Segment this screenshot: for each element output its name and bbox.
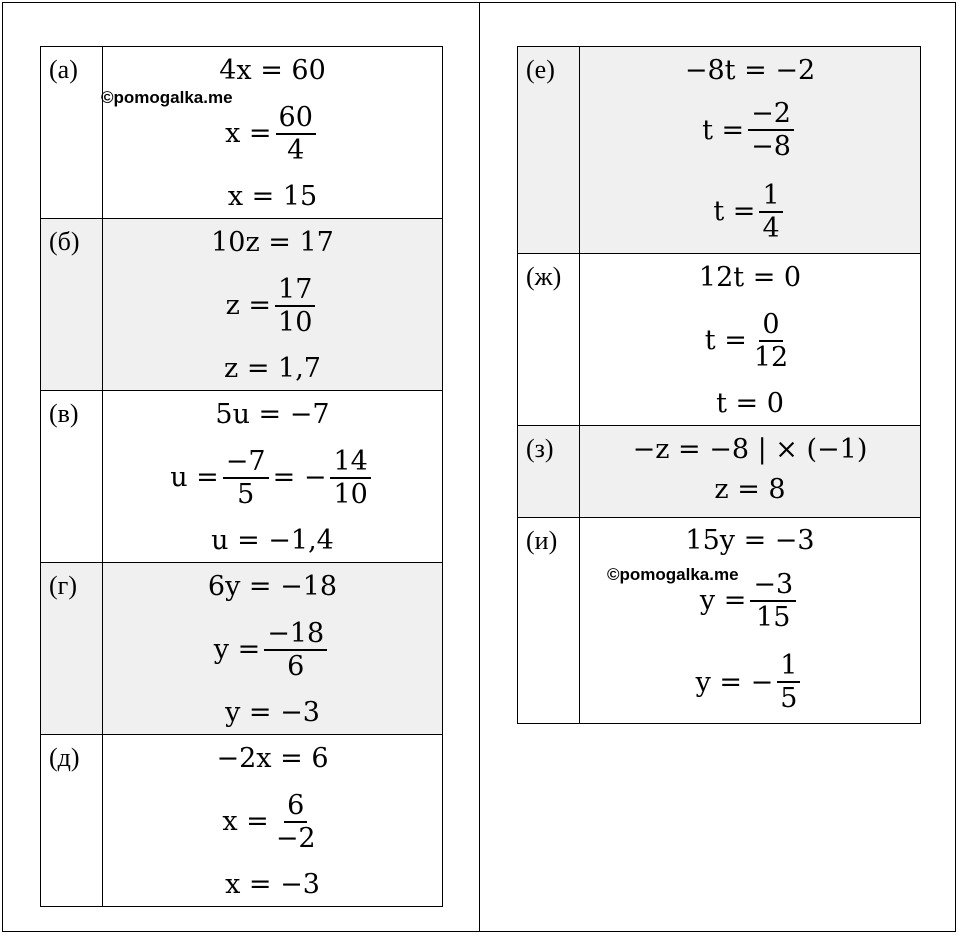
solution-row bbox=[41, 219, 442, 391]
equation-lhs: u = bbox=[170, 462, 219, 494]
fraction-numerator: −7 bbox=[223, 446, 269, 479]
equation-line: x = 15 bbox=[227, 181, 318, 213]
equation-line: 4x = 60 bbox=[219, 55, 326, 87]
problem-label: (г) bbox=[41, 563, 103, 734]
column-divider bbox=[479, 2, 480, 932]
equation-line bbox=[225, 91, 320, 177]
problem-label: (б) bbox=[41, 219, 103, 390]
watermark: ©pomogalka.me bbox=[607, 565, 739, 584]
equation-line bbox=[226, 263, 320, 349]
equation-line: z = 1,7 bbox=[224, 353, 321, 385]
equation-line bbox=[214, 607, 331, 693]
fraction-numerator: −2 bbox=[748, 98, 794, 131]
equation-line: 5u = −7 bbox=[215, 399, 330, 431]
fraction bbox=[777, 650, 800, 714]
equation-line: t = 0 bbox=[716, 388, 784, 420]
solution-steps bbox=[103, 563, 442, 734]
fraction bbox=[748, 98, 794, 162]
equation-lhs: y = − bbox=[695, 666, 774, 698]
fraction-numerator: 0 bbox=[759, 309, 782, 342]
solution-row bbox=[41, 735, 442, 907]
equation-lhs: t = bbox=[704, 325, 747, 357]
fraction bbox=[264, 618, 327, 682]
equation-line: −2x = 6 bbox=[216, 743, 329, 775]
equation-line bbox=[713, 171, 786, 253]
fraction-numerator: 60 bbox=[276, 102, 316, 135]
equation-middle: = − bbox=[272, 462, 327, 494]
fraction-numerator: −18 bbox=[264, 618, 327, 651]
equation-lhs: y = bbox=[213, 634, 261, 666]
fraction bbox=[751, 309, 791, 373]
solution-steps bbox=[103, 47, 442, 218]
solution-steps bbox=[580, 518, 920, 723]
fraction-denominator: 10 bbox=[278, 307, 313, 338]
equation-line: z = 8 bbox=[714, 474, 786, 506]
equation-line bbox=[170, 435, 375, 521]
fraction bbox=[275, 274, 315, 338]
equation-line: u = −1,4 bbox=[211, 525, 334, 557]
problem-label: (д) bbox=[41, 735, 103, 906]
fraction-numerator: 17 bbox=[275, 274, 315, 307]
fraction bbox=[750, 569, 796, 633]
fraction-numerator: 1 bbox=[777, 650, 800, 683]
solution-steps bbox=[580, 47, 920, 253]
problem-label: (и) bbox=[518, 518, 580, 723]
equation-line: −z = −8 | × (−1) bbox=[632, 434, 868, 466]
equation-line: 10z = 17 bbox=[211, 227, 334, 259]
solution-steps bbox=[580, 426, 920, 517]
equation-line bbox=[696, 641, 805, 723]
problem-label: (з) bbox=[518, 426, 580, 517]
right-solutions-table bbox=[517, 46, 921, 724]
equation-line bbox=[222, 779, 322, 865]
equation-lhs: y = bbox=[699, 585, 747, 617]
problem-label: (в) bbox=[41, 391, 103, 562]
solution-steps bbox=[103, 391, 442, 562]
fraction bbox=[273, 790, 319, 854]
solution-row bbox=[518, 47, 920, 254]
fraction-denominator: −2 bbox=[275, 823, 316, 854]
solution-steps bbox=[580, 254, 920, 425]
fraction-denominator: 5 bbox=[780, 683, 798, 715]
fraction bbox=[223, 446, 269, 510]
solution-row bbox=[41, 47, 442, 219]
equation-lhs: x = bbox=[222, 806, 269, 838]
solution-row bbox=[41, 391, 442, 563]
fraction-denominator: 6 bbox=[287, 651, 305, 682]
solution-row bbox=[518, 254, 920, 426]
fraction bbox=[759, 180, 782, 244]
equation-lhs: t = bbox=[702, 114, 745, 146]
equation-line: y = −3 bbox=[225, 697, 320, 729]
solution-steps bbox=[103, 735, 442, 906]
equation-lhs: x = bbox=[225, 118, 272, 150]
equation-line: 6y = −18 bbox=[207, 571, 338, 603]
equation-line: 15y = −3 bbox=[685, 525, 815, 557]
equation-line: 12t = 0 bbox=[698, 262, 802, 294]
solution-steps bbox=[103, 219, 442, 390]
watermark: ©pomogalka.me bbox=[101, 88, 233, 107]
equation-line bbox=[702, 89, 798, 171]
fraction-denominator: 10 bbox=[333, 479, 368, 510]
solution-row bbox=[518, 426, 920, 518]
equation-lhs: t = bbox=[713, 196, 756, 228]
fraction-denominator: 15 bbox=[756, 601, 791, 633]
fraction-numerator: 6 bbox=[284, 790, 307, 823]
equation-lhs: z = bbox=[225, 290, 272, 322]
fraction-denominator: 5 bbox=[237, 479, 255, 510]
fraction-denominator: 12 bbox=[753, 342, 789, 373]
problem-label: (ж) bbox=[518, 254, 580, 425]
left-solutions-table bbox=[40, 46, 443, 907]
fraction-numerator: 14 bbox=[330, 446, 370, 479]
fraction-numerator: 1 bbox=[759, 180, 782, 213]
fraction-numerator: −3 bbox=[750, 569, 796, 602]
fraction-denominator: −8 bbox=[751, 131, 791, 163]
equation-line: x = −3 bbox=[225, 869, 320, 901]
fraction-denominator: 4 bbox=[287, 135, 305, 166]
problem-label: (е) bbox=[518, 47, 580, 253]
problem-label: (а) bbox=[41, 47, 103, 218]
solution-row bbox=[518, 518, 920, 724]
fraction-denominator: 4 bbox=[762, 213, 780, 245]
equation-line bbox=[705, 298, 795, 384]
fraction bbox=[276, 102, 316, 166]
equation-line: −8t = −2 bbox=[684, 54, 816, 86]
solution-row bbox=[41, 563, 442, 735]
fraction bbox=[330, 446, 370, 510]
